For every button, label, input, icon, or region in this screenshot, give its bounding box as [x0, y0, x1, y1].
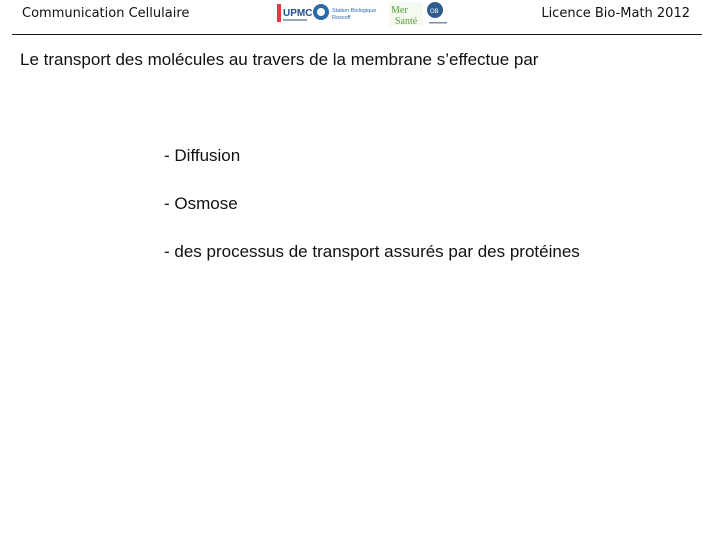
ob-logo [427, 2, 447, 24]
intro-text: Le transport des molécules au travers de la membrane s’effectue par [20, 50, 539, 69]
upmc-logo [277, 4, 312, 22]
mer-sante-logo [389, 2, 423, 27]
course-subtitle: Licence Bio-Math 2012 [541, 6, 690, 21]
slide-header [0, 0, 720, 30]
station-logo-line1: Station Biologique [332, 8, 377, 14]
partner-logos [275, 0, 450, 28]
upmc-logo-text: UPMC [283, 8, 313, 19]
station-biologique-logo [313, 4, 376, 21]
mer-logo-line1: Mer [391, 5, 408, 16]
list-item-diffusion: - Diffusion [164, 146, 241, 165]
transport-list [164, 144, 580, 288]
course-title: Communication Cellulaire [22, 6, 190, 21]
station-logo-line2: Roscoff [332, 15, 351, 21]
mer-logo-line2: Santé [395, 16, 418, 27]
ob-logo-text: OB [430, 9, 439, 15]
list-item-protein-transport: - des processus de transport assurés par des protéines [164, 242, 580, 261]
header-divider [12, 34, 702, 35]
list-item-osmose: - Osmose [164, 194, 238, 213]
